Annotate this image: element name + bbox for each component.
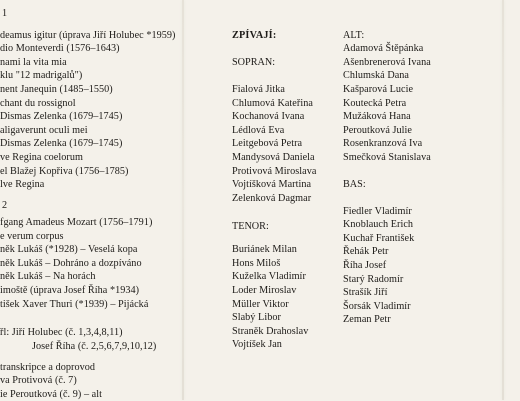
singer-name: Protivová Miroslava	[232, 166, 317, 177]
singer-name: Leitgebová Petra	[232, 138, 303, 149]
note-line: ie Peroutková (č. 9) – alt	[0, 389, 103, 400]
program-item: klu "12 madrigalů")	[0, 70, 83, 81]
tenor-heading: TENOR:	[232, 221, 269, 232]
singer-name: Koutecká Petra	[343, 98, 407, 109]
program-item: el Blažej Kopřiva (1756–1785)	[0, 166, 129, 177]
program-item: něk Lukáš (*1928) – Veselá kopa	[0, 244, 138, 255]
program-item: Dismas Zelenka (1679–1745)	[0, 138, 123, 149]
singer-name: Peroutková Julie	[343, 125, 412, 136]
singer-name: Hons Miloš	[232, 258, 281, 269]
alto-heading: ALT:	[343, 30, 365, 41]
note-line: va Protivová (č. 7)	[0, 375, 77, 386]
singer-name: Knoblauch Erich	[343, 219, 414, 230]
bass-heading: BAS:	[343, 179, 366, 190]
singer-name: Chlumová Kateřina	[232, 98, 313, 109]
program-item: něk Lukáš – Dohráno a dozpíváno	[0, 258, 142, 269]
singer-name: Mužáková Hana	[343, 111, 411, 122]
singer-name: Kuchař František	[343, 233, 415, 244]
singer-name: Mandysová Daniela	[232, 152, 315, 163]
program-item: fgang Amadeus Mozart (1756–1791)	[0, 217, 153, 228]
singer-name: Fialová Jitka	[232, 84, 285, 95]
program-item: e verum corpus	[0, 231, 64, 242]
singer-name: Slabý Libor	[232, 312, 281, 323]
conductor-line: řl: Jiří Holubec (č. 1,3,4,8,11)	[0, 327, 123, 338]
singer-name: Adamová Štěpánka	[343, 43, 424, 54]
program-item: lve Regina	[0, 179, 45, 190]
program-item: Dismas Zelenka (1679–1745)	[0, 111, 123, 122]
fold-crease-left	[182, 0, 184, 400]
singer-name: Šorsák Vladimír	[343, 301, 411, 312]
singer-name: Ašenbrenerová Ivana	[343, 57, 431, 68]
singer-name: Loder Miroslav	[232, 285, 297, 296]
singer-name: Rosenkranzová Iva	[343, 138, 423, 149]
singer-name: Kuželka Vladimír	[232, 271, 306, 282]
program-item: chant du rossignol	[0, 98, 76, 109]
singer-name: Kašparová Lucie	[343, 84, 414, 95]
singer-name: Buriánek Milan	[232, 244, 297, 255]
singer-name: Říha Josef	[343, 260, 387, 271]
singer-name: Zelenková Dagmar	[232, 193, 312, 204]
singer-name: Fiedler Vladimír	[343, 206, 412, 217]
program-item: ve Regina coelorum	[0, 152, 83, 163]
singer-name: Smečková Stanislava	[343, 152, 431, 163]
soprano-heading: SOPRAN:	[232, 57, 276, 68]
program-item: něk Lukáš – Na horách	[0, 271, 96, 282]
note-line: transkripce a doprovod	[0, 362, 96, 373]
singer-name: Straněk Drahoslav	[232, 326, 309, 337]
singer-name: Zeman Petr	[343, 314, 391, 325]
program-item: deamus igitur (úprava Jiří Holubec *1959)	[0, 30, 176, 41]
singer-name: Kochanová Ivana	[232, 111, 305, 122]
program-item: nami la vita mia	[0, 57, 67, 68]
section-number: 1	[2, 8, 8, 19]
fold-crease-right	[502, 0, 504, 400]
program-item: nent Janequin (1485–1550)	[0, 84, 113, 95]
singer-name: Vojtíšková Martina	[232, 179, 312, 190]
conductor-line: Josef Říha (č. 2,5,6,7,9,10,12)	[32, 341, 157, 352]
singer-name: Chlumská Dana	[343, 70, 410, 81]
singer-name: Strašík Jiří	[343, 287, 388, 298]
singer-name: Starý Radomír	[343, 274, 404, 285]
program-item: dio Monteverdi (1576–1643)	[0, 43, 120, 54]
program-item: imoště (úprava Josef Říha *1934)	[0, 285, 140, 296]
singer-name: Müller Viktor	[232, 299, 289, 310]
singer-name: Lédlová Eva	[232, 125, 285, 136]
section-number: 2	[2, 200, 8, 211]
singers-heading: ZPÍVAJÍ:	[232, 30, 277, 41]
singer-name: Vojtíšek Jan	[232, 339, 282, 350]
program-item: tišek Xaver Thuri (*1939) – Pijácká	[0, 299, 149, 310]
singer-name: Řehák Petr	[343, 246, 389, 257]
program-item: aligaverunt oculi mei	[0, 125, 88, 136]
